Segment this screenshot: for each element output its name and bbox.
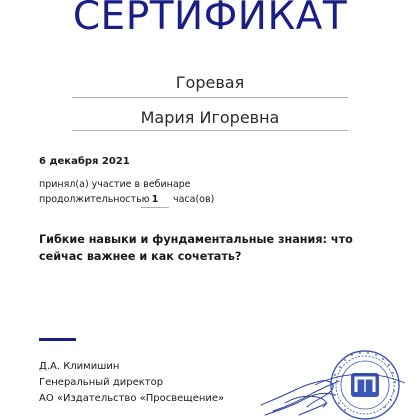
publisher-logo-icon	[351, 373, 379, 397]
certificate-title: СЕРТИФИКАТ	[72, 0, 348, 39]
stamp-and-signature	[255, 345, 420, 420]
certificate-date: 6 декабря 2021	[39, 156, 130, 167]
signatory-position: Генеральный директор	[39, 377, 164, 388]
signatory-organization: АО «Издательство «Просвещение»	[39, 393, 225, 404]
duration-label: продолжительностью	[39, 194, 150, 205]
signatory-name: Д.А. Климишин	[39, 361, 120, 372]
duration-unit: часа(ов)	[173, 194, 215, 205]
handwritten-signature	[261, 381, 339, 415]
webinar-title: Гибкие навыки и фундаментальные знания: что сейчас важнее и как сочетать?	[39, 233, 353, 263]
duration-value: 1	[141, 192, 169, 208]
name-underline	[72, 97, 348, 98]
recipient-first-middle-name: Мария Игоревна	[140, 108, 280, 127]
signature-accent-bar	[39, 338, 76, 341]
recipient-last-name: Горевая	[175, 73, 245, 92]
stamp-icon	[331, 351, 399, 419]
name-underline	[72, 130, 348, 131]
participation-text: принял(а) участие в вебинаре	[39, 179, 191, 190]
